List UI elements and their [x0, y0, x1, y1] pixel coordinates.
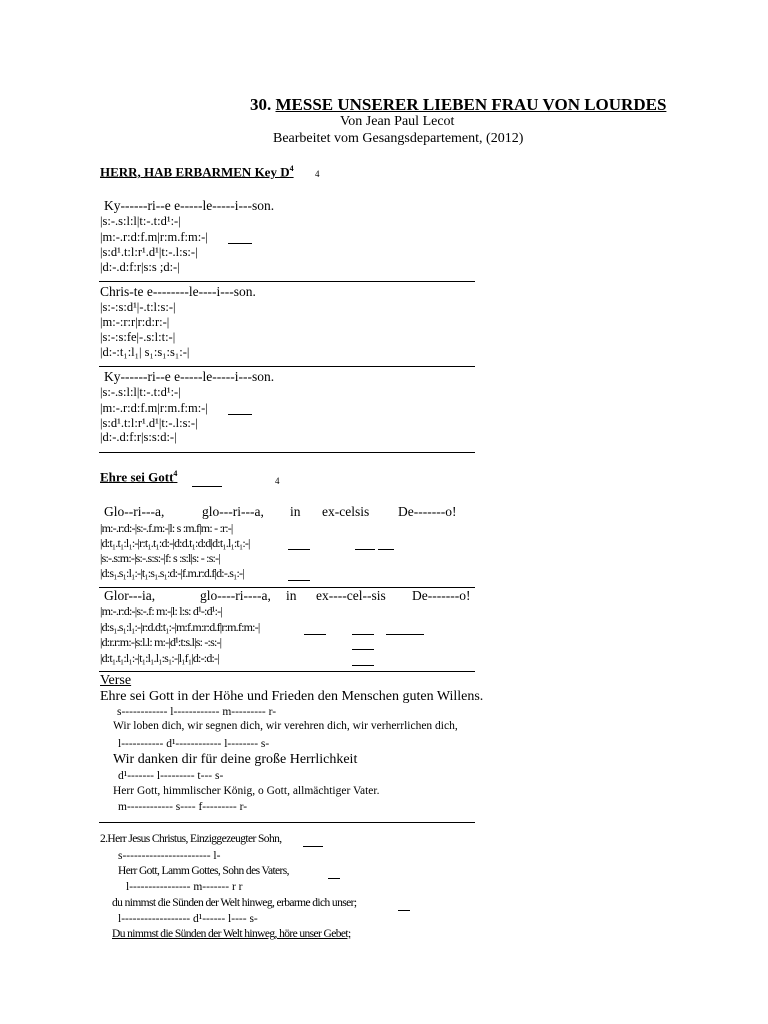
gloria-lyric-2d: ex----cel--sis — [316, 588, 386, 603]
composer-line: Von Jean Paul Lecot — [340, 114, 455, 129]
verse2-sol-2: l---------------- m------- r r — [126, 881, 243, 893]
arranger-line: Bearbeitet vom Gesangsdepartement, (2012) — [273, 131, 524, 146]
kyrie-heading-text: HERR, HAB ERBARMEN Key D — [100, 164, 290, 180]
underline-mark — [288, 549, 310, 550]
underline-mark — [304, 634, 326, 635]
underline-mark — [352, 665, 374, 666]
gloria-lyric-1b: glo---ri---a, — [202, 504, 264, 519]
verse2-sol-1: s----------------------- l- — [118, 850, 221, 862]
underline-mark — [228, 414, 252, 415]
kyrie-1-line-b: |d:-.d:f:r|s:s ;d:-| — [100, 260, 180, 274]
kyrie-meter: 4 — [315, 169, 320, 179]
underline-mark — [352, 649, 374, 650]
underline-mark — [303, 846, 323, 847]
kyrie-1-line-a: |m:-.r:d:f.m|r:m.f:m:-| — [100, 230, 208, 244]
song-number: 30. — [250, 95, 272, 114]
christe-lyric: Chris-te e--------le----i---son. — [100, 284, 256, 299]
gloria-2-line-s: |m:-.r:d:-|s:-.f: m:-|l: l:s: d¹-:d¹:-| — [100, 604, 222, 618]
kyrie-2-line-s: |s:-:s:d¹|-.t:l:s:-| — [100, 300, 176, 314]
kyrie-3-line-b: |d:-.d:f:r|s:s:d:-| — [100, 430, 177, 444]
verse-text-4: Herr Gott, himmlischer König, o Gott, allmächtiger Vater. — [113, 785, 380, 797]
gloria-heading — [100, 469, 177, 485]
underline-mark — [192, 486, 222, 487]
kyrie-3-line-a: |m:-.r:d:f.m|r:m.f:m:-| — [100, 401, 208, 415]
verse2-text-3: du nimmst die Sünden der Welt hinweg, erbarme dich unser; — [112, 897, 357, 909]
kyrie-heading — [100, 164, 294, 180]
divider — [99, 366, 475, 367]
verse2-text-2: Herr Gott, Lamm Gottes, Sohn des Vaters, — [118, 865, 289, 877]
underline-mark — [228, 243, 252, 244]
verse-text-3: Wir danken dir für deine große Herrlichkeit — [113, 752, 358, 767]
verse-sol-3: d¹------- l--------- t--- s- — [118, 770, 224, 782]
kyrie-heading-sup: 4 — [289, 164, 294, 173]
divider — [99, 452, 475, 453]
underline-mark — [352, 634, 374, 635]
gloria-heading-text: Ehre sei Gott — [100, 469, 174, 485]
kyrie-lyric-1: Ky------ri--e e-----le-----i---son. — [104, 198, 275, 213]
gloria-lyric-2e: De-------o! — [412, 588, 471, 603]
underline-mark — [328, 878, 340, 879]
divider — [99, 671, 475, 672]
underline-mark — [355, 549, 375, 550]
underline-mark — [288, 580, 310, 581]
verse2-sol-3: l------------------ d¹------ l---- s- — [118, 913, 258, 925]
gloria-heading-sup: 4 — [173, 469, 178, 478]
song-title-text: MESSE UNSERER LIEBEN FRAU VON LOURDES — [275, 95, 667, 114]
kyrie-2-line-b: |d:-:t₁:l₁| s₁:s₁:s₁:-| — [100, 345, 190, 359]
divider — [99, 281, 475, 282]
gloria-2-line-b: |d:t₁.t₁:l₁:-|t₁:l₁.l₁:s₁:-|l₁f₁|d:-:d:-| — [100, 651, 219, 665]
underline-mark — [398, 910, 410, 911]
underline-mark — [386, 634, 424, 635]
verse2-text-1: 2.Herr Jesus Christus, Einziggezeugter Sohn, — [100, 833, 282, 845]
kyrie-3-line-t: |s:d¹.t:l:r¹.d¹|t:-.l:s:-| — [100, 416, 198, 430]
verse-sol-2: l----------- d¹------------ l-------- s- — [118, 738, 270, 750]
kyrie-2-line-t: |s:-:s:fe|-.s:l:t:-| — [100, 330, 176, 344]
gloria-lyric-2c: in — [286, 588, 297, 603]
verse-text-2: Wir loben dich, wir segnen dich, wir verehren dich, wir verherrlichen dich, — [113, 720, 458, 732]
gloria-1-line-b: |d:s₁.s₁:l₁:-|t₁:s₁.s₁:d:-|f.m.r:d.f|d:-.s₁:-| — [100, 566, 244, 580]
verse-text-1: Ehre sei Gott in der Höhe und Frieden den Menschen guten Willens. — [100, 689, 484, 704]
gloria-lyric-1e: De-------o! — [398, 504, 457, 519]
gloria-1-line-s: |m:-.r:d:-|s:-.f.m:-|l: s :m.f|m: - :r:-| — [100, 521, 233, 535]
divider — [99, 822, 475, 823]
kyrie-2-line-a: |m:-:r:r|r:d:r:-| — [100, 315, 170, 329]
kyrie-1-line-t: |s:d¹.t:l:r¹.d¹|t:-.l:s:-| — [100, 245, 198, 259]
gloria-lyric-1a: Glo--ri---a, — [104, 504, 165, 519]
kyrie-lyric-3: Ky------ri--e e-----le-----i---son. — [104, 369, 275, 384]
kyrie-3-line-s: |s:-.s:l:l|t:-.t:d¹:-| — [100, 385, 181, 399]
gloria-lyric-2a: Glor---ia, — [104, 588, 156, 603]
gloria-lyric-1c: in — [290, 504, 301, 519]
gloria-lyric-1d: ex-celsis — [322, 504, 370, 519]
underline-mark — [378, 549, 394, 550]
verse2-text-4: Du nimmst die Sünden der Welt hinweg, höre unser Gebet; — [112, 928, 351, 940]
gloria-1-line-a: |d:t₁.t₁:l₁:-|r:t₁.t₁:d:-|d:d.t₁:d:d|d:t₁.l₁:t₁:-| — [100, 536, 250, 550]
kyrie-1-line-s: |s:-.s:l:l|t:-.t:d¹:-| — [100, 214, 181, 228]
verse-label: Verse — [100, 673, 132, 688]
gloria-2-line-a: |d:s₁.s₁:l₁:-|r:d.d:t₁:-|m:f.m:r:d.f|r:m.f:m:-| — [100, 620, 260, 634]
gloria-1-line-t: |s:-.s:m:-|s:-.s:s:-|f: s :s:l|s: - :s:-| — [100, 551, 220, 565]
gloria-2-line-t: |d:r.r:m:-|s:l.l: m:-|d¹:t:s.l|s: -:s:-| — [100, 635, 222, 649]
gloria-meter: 4 — [275, 476, 280, 486]
song-title — [250, 95, 666, 115]
gloria-lyric-2b: glo----ri----a, — [200, 588, 271, 603]
verse-sol-1: s------------ l------------ m--------- r- — [117, 706, 277, 718]
verse-sol-4: m------------ s---- f--------- r- — [118, 801, 248, 813]
